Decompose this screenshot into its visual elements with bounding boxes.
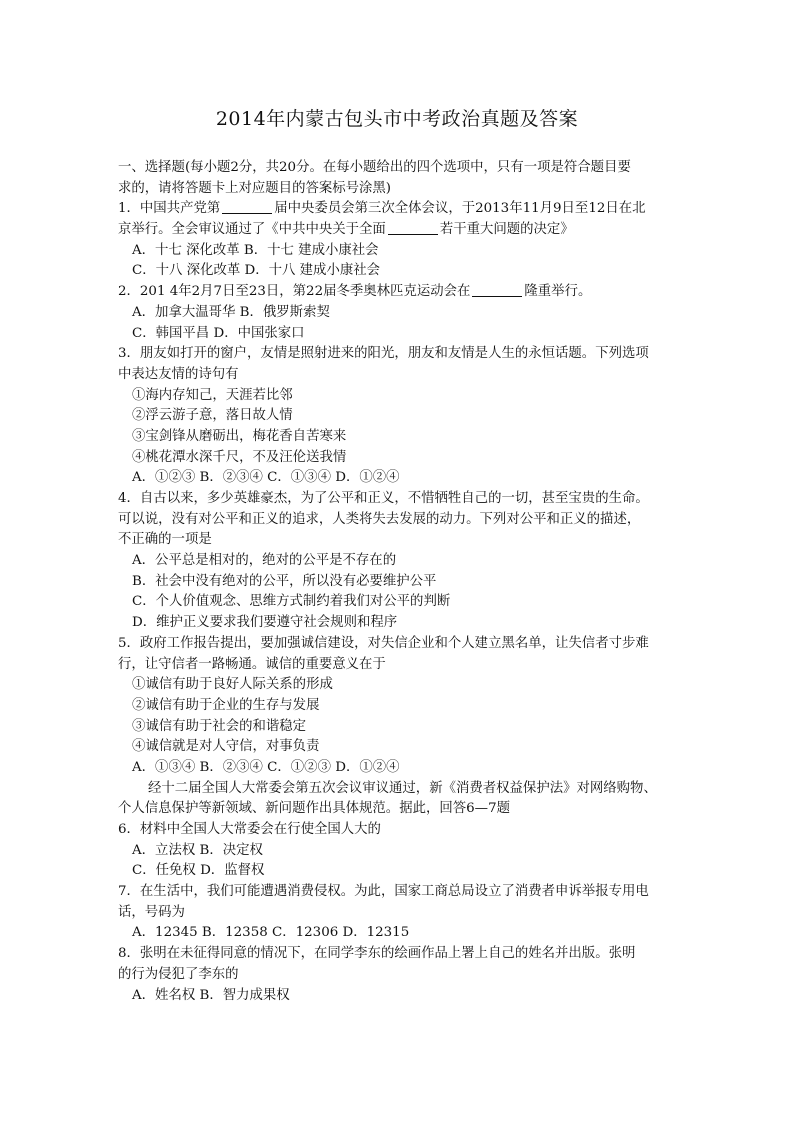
line-text: C．个人价值观念、思维方式制约着我们对公平的判断 [132,594,451,610]
line-text: D．维护正义要求我们要遵守社会规则和程序 [132,615,398,631]
text-line [118,489,678,510]
text-line [118,220,678,241]
text-line [118,634,678,655]
line-text: ④诚信就是对人守信，对事负责 [132,739,320,755]
line-text: A．12345 B．12358 C．12306 D．12315 [132,925,410,941]
line-text: 6．材料中全国人大常委会在行使全国人大的 [118,822,381,837]
text-line [118,551,678,572]
text-line [118,510,678,531]
line-text: 5．政府工作报告提出，要加强诚信建设，对失信企业和个人建立黑名单，让失信者寸步难 [118,635,649,651]
line-text: 4．自古以来，多少英雄豪杰，为了公平和正义，不惜牺牲自己的一切，甚至宝贵的生命。 [118,491,649,506]
line-text: ③宝剑锋从磨砺出，梅花香自苦寒来 [132,428,347,444]
line-text: C．任免权 D．监督权 [132,863,265,879]
text-line [118,861,678,882]
line-text: 的行为侵犯了李东的 [118,966,239,982]
line-text: A．加拿大温哥华 B．俄罗斯索契 [132,304,330,320]
text-line [118,799,678,820]
line-text: ②诚信有助于企业的生存与发展 [132,697,320,713]
line-text: A．十七 深化改革 B．十七 建成小康社会 [132,242,379,258]
line-text: 话，号码为 [118,904,185,920]
page-title: 2014年内蒙古包头市中考政治真题及答案 [215,108,579,130]
text-line [118,179,678,200]
line-text: 个人信息保护等新领域、新问题作出具体规范。据此，回答6—7题 [118,801,510,817]
text-line [118,613,678,634]
question-body [118,158,678,1006]
line-text: A．立法权 B．决定权 [132,842,263,858]
line-text: 一、选择题(每小题2分，共20分。在每小题给出的四个选项中，只有一项是符合题目要 [118,160,631,175]
line-text: 经十二届全国人大常委会第五次会议审议通过，新《消费者权益保护法》对网络购物、 [148,780,657,796]
line-text: ③诚信有助于社会的和谐稳定 [132,718,307,734]
line-text: 行，让守信者一路畅通。诚信的重要意义在于 [118,656,386,672]
text-line [118,261,678,282]
text-line [118,779,678,800]
text-line [118,241,678,262]
line-text: C．韩国平昌 D．中国张家口 [132,325,305,341]
text-line [118,199,678,220]
line-text: 3．朋友如打开的窗户，友情是照射进来的阳光，朋友和友情是人生的永恒话题。下列选项 [118,346,649,362]
text-line [118,675,678,696]
line-text: ①诚信有助于良好人际关系的形成 [132,677,333,693]
line-text: A．①②③ B．②③④ C．①③④ D．①②④ [132,470,400,486]
text-line [118,696,678,717]
text-line [118,944,678,965]
text-line [118,820,678,841]
line-text: 求的，请将答题卡上对应题目的答案标号涂黑) [118,180,392,196]
text-line [118,882,678,903]
text-line [118,965,678,986]
line-text-after-blank: 隆重举行。 [524,284,592,300]
text-line [118,841,678,862]
line-text: 不正确的一项是 [118,532,212,548]
text-line [118,923,678,944]
line-text: B．社会中没有绝对的公平，所以没有必要维护公平 [132,573,437,589]
line-text: A．公平总是相对的，绝对的公平是不存在的 [132,553,397,569]
line-text-after-blank: 届中央委员会第三次全体会议，于2013年11月9日至12日在北 [274,201,646,217]
text-line [118,427,678,448]
line-text: A．姓名权 B．智力成果权 [132,987,290,1003]
text-line [118,737,678,758]
text-line [118,324,678,345]
line-text: 京举行。全会审议通过了《中共中央关于全面 [118,222,386,238]
line-text-after-blank: 若干重大问题的决定》 [439,222,574,238]
text-line [118,986,678,1007]
text-line [118,303,678,324]
text-line [118,758,678,779]
line-text: 7．在生活中，我们可能遭遇消费侵权。为此，国家工商总局设立了消费者申诉举报专用电 [118,884,649,900]
fill-in-blank [222,200,272,214]
text-line [118,365,678,386]
text-line [118,448,678,469]
line-text: 2．201 4年2月7日至23日，第22届冬季奥林匹克运动会在 [118,284,471,300]
line-text: 1．中国共产党第 [118,201,221,217]
text-line [118,282,678,303]
text-line [118,592,678,613]
line-text: A．①③④ B．②③④ C．①②③ D．①②④ [132,759,400,775]
line-text: 8．张明在未征得同意的情况下，在同学李东的绘画作品上署上自己的姓名并出版。张明 [118,946,636,962]
text-line [118,158,678,179]
line-text: 中表达友情的诗句有 [118,366,239,382]
fill-in-blank [472,283,522,297]
text-line [118,468,678,489]
text-line [118,406,678,427]
line-text: ④桃花潭水深千尺，不及汪伦送我情 [132,449,347,465]
text-line [118,386,678,407]
text-line [118,655,678,676]
text-line [118,572,678,593]
text-line [118,344,678,365]
line-text: ①海内存知己，天涯若比邻 [132,387,293,403]
line-text: ②浮云游子意，落日故人情 [132,408,293,424]
text-line [118,530,678,551]
line-text: 可以说，没有对公平和正义的追求，人类将失去发展的动力。下列对公平和正义的描述， [118,511,641,527]
line-text: C．十八 深化改革 D．十八 建成小康社会 [132,263,380,279]
text-line [118,903,678,924]
text-line [118,717,678,738]
fill-in-blank [388,221,438,235]
